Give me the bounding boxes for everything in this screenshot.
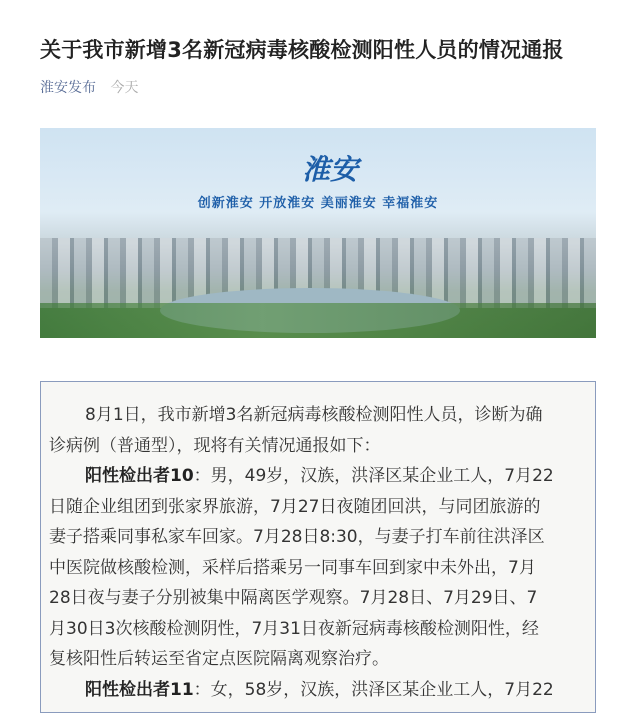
paragraph-line: 妻子搭乘同事私家车回家。7月28日8:30，与妻子打车前往洪泽区 — [49, 527, 545, 547]
article-meta — [40, 77, 138, 97]
paragraph-line: 日随企业组团到张家界旅游，7月27日夜随团回洪，与同团旅游的 — [49, 496, 541, 517]
paragraph-line: 8月1日，我市新增3名新冠病毒核酸检测阳性人员，诊断为确 — [85, 405, 543, 425]
park-greenery — [40, 303, 596, 338]
paragraph-line: 月30日3次核酸检测阴性，7月31日夜新冠病毒核酸检测阳性，经 — [49, 618, 539, 639]
case-text: ：男，49岁，汉族，洪泽区某企业工人，7月22 — [193, 466, 554, 486]
article-title: 关于我市新增3名新冠病毒核酸检测阳性人员的情况通报 — [40, 38, 564, 62]
source-link[interactable]: 淮安发布 — [40, 80, 96, 96]
banner-slogan: 创新淮安 开放淮安 美丽淮安 幸福淮安 — [197, 196, 439, 211]
case-label: 阳性检出者11 — [85, 679, 194, 700]
paragraph-line: 中医院做核酸检测，采样后搭乘另一同事车回到家中未外出，7月 — [49, 557, 536, 578]
banner-image — [40, 128, 596, 338]
paragraph-line — [49, 461, 554, 492]
paragraph-line: 诊病例（普通型），现将有关情况通报如下： — [49, 435, 381, 456]
announcement-box — [40, 381, 596, 713]
paragraph-line — [49, 675, 554, 706]
paragraph-line: 复核阳性后转运至省定点医院隔离观察治疗。 — [49, 649, 389, 669]
case-label: 阳性检出者10 — [85, 466, 194, 486]
publish-time: 今天 — [110, 80, 139, 96]
banner-logo: 淮安 — [302, 153, 359, 186]
paragraph-line: 28日夜与妻子分别被集中隔离医学观察。7月28日、7月29日、7 — [49, 588, 538, 608]
case-text: ：女，58岁，汉族，洪泽区某企业工人，7月22 — [193, 679, 554, 700]
